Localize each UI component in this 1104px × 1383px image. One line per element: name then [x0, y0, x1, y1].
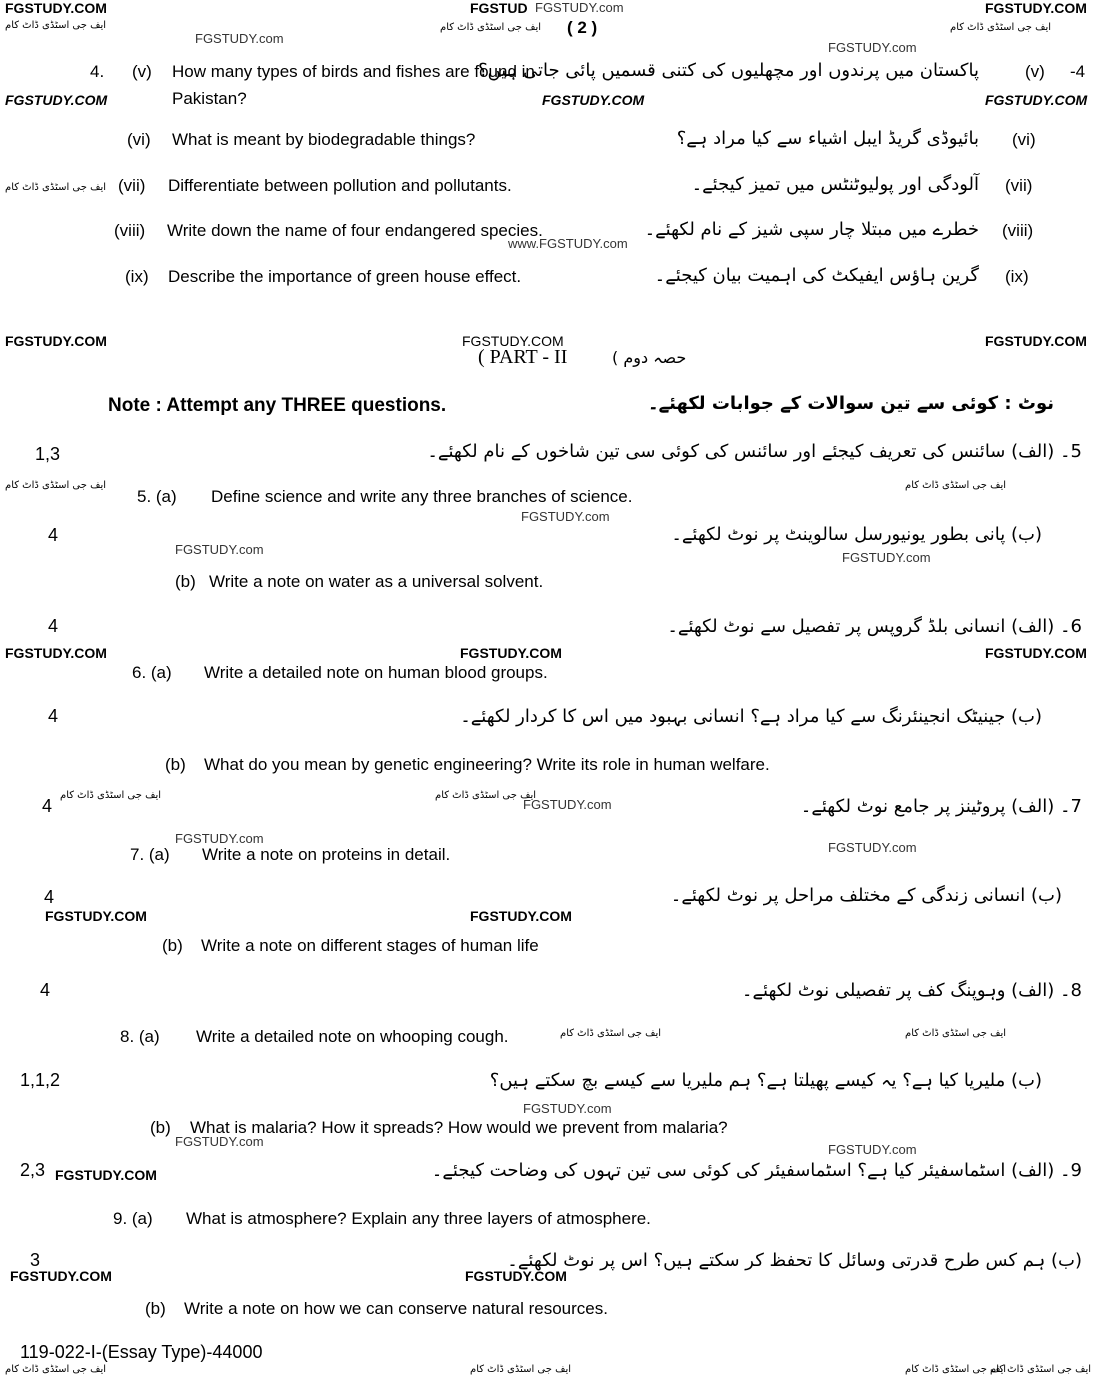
question-number: (b)	[165, 755, 186, 774]
watermark: FGSTUDY.COM	[542, 92, 645, 108]
watermark: FGSTUDY.COM	[985, 0, 1087, 16]
watermark: FGSTUDY.COM	[5, 333, 107, 349]
question-number: 8. (a)	[120, 1027, 160, 1046]
question-text-urdu: آلودگی اور پولیوٹنٹس میں تمیز کیجئے۔	[691, 174, 979, 195]
question-text: Write a detailed note on whooping cough.	[196, 1027, 509, 1046]
watermark: FGSTUDY.COM	[985, 645, 1087, 661]
item-number: (vii)	[1005, 176, 1033, 195]
question-number: 5. (a)	[137, 487, 177, 506]
watermark: FGSTUDY.com	[842, 550, 931, 565]
page-number: ( 2 )	[567, 18, 598, 37]
item-number: (ix)	[1005, 267, 1029, 286]
watermark: FGSTUDY.com	[175, 542, 264, 557]
marks: 1,1,2	[20, 1070, 61, 1090]
question-text-urdu: پاکستان میں پرندوں اور مچھلیوں کی کتنی قسمیں پائی جاتی ہیں؟	[478, 60, 979, 81]
part-heading-urdu: حصہ دوم )	[612, 348, 687, 367]
watermark: FGSTUDY.com	[828, 1142, 917, 1157]
question-text: How many types of birds and fishes are found in	[172, 62, 535, 81]
watermark: FGSTUDY.COM	[5, 92, 108, 108]
question-text-urdu: (ب) انسانی زندگی کے مختلف مراحل پر نوٹ لکھئے۔	[670, 885, 1062, 906]
marks: 4	[44, 887, 55, 907]
watermark: FGSTUDY.COM	[985, 333, 1087, 349]
question-text: Write a note on water as a universal solvent.	[209, 572, 544, 591]
watermark: ایف جی اسٹڈی ڈاٹ کام	[435, 790, 537, 801]
question-number: 7. (a)	[130, 845, 170, 864]
question-text-urdu: (ب) ہم کس طرح قدرتی وسائل کا تحفظ کر سکتے ہیں؟ اس پر نوٹ لکھئے۔	[507, 1250, 1082, 1271]
watermark: ایف جی اسٹڈی ڈاٹ کام	[5, 182, 107, 193]
question-text: Write a note on how we can conserve natural resources.	[184, 1299, 608, 1318]
watermark: ایف جی اسٹڈی ڈاٹ کام	[5, 1364, 107, 1375]
item-number: (vii)	[118, 176, 146, 195]
question-text-urdu: (ب) پانی بطور یونیورسل سالوینٹ پر نوٹ لکھئے۔	[671, 524, 1042, 545]
question-text: What is malaria? How it spreads? How would we prevent from malaria?	[190, 1118, 728, 1137]
question-text-urdu: گرین ہاؤس ایفیکٹ کی اہمیت بیان کیجئے۔	[654, 265, 979, 286]
question-number: (b)	[162, 936, 183, 955]
marks: 2,3	[20, 1160, 46, 1180]
watermark: FGSTUDY.com	[195, 31, 284, 46]
item-number: (vi)	[1012, 130, 1036, 149]
note-instruction-urdu: نوٹ : کوئی سے تین سوالات کے جوابات لکھئے۔	[648, 393, 1054, 414]
watermark: ایف جی اسٹڈی ڈاٹ کام	[905, 1364, 1007, 1375]
question-text: What do you mean by genetic engineering? Write its role in human welfare.	[204, 755, 770, 774]
watermark: FGSTUDY.COM	[985, 92, 1088, 108]
marks: 4	[40, 980, 51, 1000]
watermark: ایف جی اسٹڈی ڈاٹ کام	[990, 1364, 1092, 1375]
watermark: FGSTUDY.COM	[5, 0, 107, 16]
question-text: Describe the importance of green house effect.	[168, 267, 522, 286]
question-text: What is meant by biodegradable things?	[172, 130, 476, 149]
watermark: FGSTUDY.COM	[462, 333, 564, 349]
marks: 4	[42, 796, 53, 816]
note-instruction: Note : Attempt any THREE questions.	[108, 395, 447, 416]
item-number: (viii)	[1002, 221, 1034, 240]
watermark: FGSTUDY.COM	[470, 908, 572, 924]
question-text-urdu: 7۔ (الف) پروٹینز پر جامع نوٹ لکھئے۔	[800, 796, 1082, 817]
question-number: (b)	[175, 572, 196, 591]
marks: 4	[48, 706, 59, 726]
question-number: 4.	[90, 62, 105, 81]
watermark: ایف جی اسٹڈی ڈاٹ کام	[5, 480, 107, 491]
question-text-urdu: بائیوڈی گریڈ ایبل اشیاء سے کیا مراد ہے؟	[676, 128, 979, 149]
question-text-urdu: 5۔ (الف) سائنس کی تعریف کیجئے اور سائنس کی کوئی سی تین شاخوں کے نام لکھئے۔	[427, 441, 1082, 462]
item-number: (v)	[132, 62, 152, 81]
question-text-urdu: 9۔ (الف) اسٹماسفیئر کیا ہے؟ اسٹماسفیئر کی کوئی سی تین تہوں کی وضاحت کیجئے۔	[431, 1160, 1082, 1181]
question-text-urdu: 6۔ (الف) انسانی بلڈ گروپس پر تفصیل سے نوٹ لکھئے۔	[667, 616, 1082, 637]
question-number: (b)	[145, 1299, 166, 1318]
question-text: Define science and write any three branches of science.	[211, 487, 633, 506]
question-text: Write a note on proteins in detail.	[202, 845, 451, 864]
watermark: ایف جی اسٹڈی ڈاٹ کام	[905, 1028, 1007, 1039]
item-number: (viii)	[114, 221, 146, 240]
question-text: Write down the name of four endangered species.	[167, 221, 543, 240]
question-text: What is atmosphere? Explain any three layers of atmosphere.	[186, 1209, 651, 1228]
question-number: 6. (a)	[132, 663, 172, 682]
item-number: (vi)	[127, 130, 151, 149]
paper-code: 119-022-I-(Essay Type)-44000	[20, 1342, 263, 1362]
watermark: FGSTUDY.COM	[465, 1268, 567, 1284]
watermark: ایف جی اسٹڈی ڈاٹ کام	[440, 22, 542, 33]
question-number: 9. (a)	[113, 1209, 153, 1228]
watermark: ایف جی اسٹڈی ڈاٹ کام	[950, 22, 1052, 33]
watermark: FGSTUDY.com	[828, 40, 917, 55]
watermark: ایف جی اسٹڈی ڈاٹ کام	[905, 480, 1007, 491]
marks: 4	[48, 616, 59, 636]
watermark: FGSTUDY.com	[175, 831, 264, 846]
watermark: ایف جی اسٹڈی ڈاٹ کام	[470, 1364, 572, 1375]
question-text-urdu: (ب) ملیریا کیا ہے؟ یہ کیسے پھیلتا ہے؟ ہم ملیریا سے کیسے بچ سکتے ہیں؟	[489, 1070, 1042, 1091]
watermark: FGSTUDY.com	[521, 509, 610, 524]
watermark: www.FGSTUDY.com	[508, 236, 628, 251]
question-text-urdu: 8۔ (الف) وہوپنگ کف پر تفصیلی نوٹ لکھئے۔	[741, 980, 1082, 1001]
question-text: Write a detailed note on human blood groups.	[204, 663, 548, 682]
watermark: FGSTUDY.com	[523, 797, 612, 812]
watermark: FGSTUDY.com	[175, 1134, 264, 1149]
watermark: FGSTUDY.COM	[5, 645, 107, 661]
watermark: FGSTUDY.COM	[10, 1268, 112, 1284]
item-number: (v)	[1025, 62, 1045, 81]
watermark: ایف جی اسٹڈی ڈاٹ کام	[560, 1028, 662, 1039]
marks: 1,3	[35, 444, 61, 464]
question-text-urdu: (ب) جینیٹک انجینئرنگ سے کیا مراد ہے؟ انسانی بہبود میں اس کا کردار لکھئے۔	[460, 706, 1042, 727]
question-number: (b)	[150, 1118, 171, 1137]
question-text: Write a note on different stages of human life	[201, 936, 539, 955]
watermark: FGSTUDY.com	[523, 1101, 612, 1116]
question-text: Pakistan?	[172, 89, 247, 108]
question-text-urdu: خطرے میں مبتلا چار سپی شیز کے نام لکھئے۔	[644, 219, 979, 240]
watermark: FGSTUDY.com	[828, 840, 917, 855]
watermark: ایف جی اسٹڈی ڈاٹ کام	[60, 790, 162, 801]
watermark: FGSTUDY.COM	[55, 1167, 157, 1183]
question-text: Differentiate between pollution and pollutants.	[168, 176, 512, 195]
watermark: ایف جی اسٹڈی ڈاٹ کام	[5, 20, 107, 31]
marks: 4	[48, 525, 59, 545]
watermark: FGSTUDY.COM	[45, 908, 147, 924]
part-heading: ( PART - II	[478, 346, 568, 368]
watermark: FGSTUDY.COM	[460, 645, 562, 661]
item-number: (ix)	[125, 267, 149, 286]
watermark: FGSTUD	[470, 0, 528, 16]
marks: 3	[30, 1250, 41, 1270]
question-number: -4	[1070, 62, 1086, 81]
watermark: FGSTUDY.com	[535, 0, 624, 15]
